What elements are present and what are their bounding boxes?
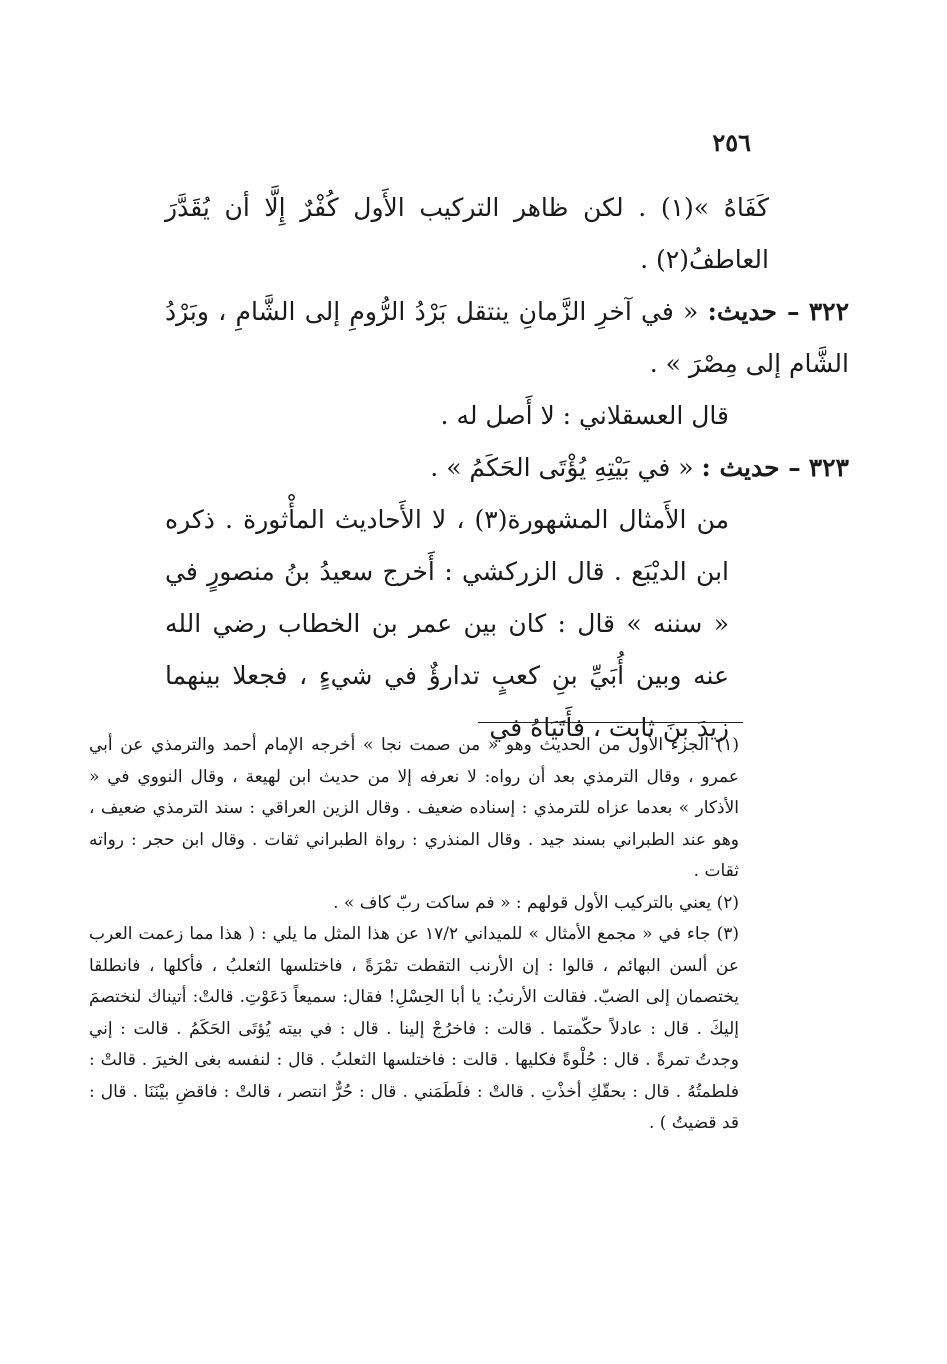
entry-comment: قال العسقلاني : لا أَصل له .: [440, 401, 729, 430]
page-number: ٢٥٦: [712, 128, 751, 157]
footnote-divider: [478, 722, 743, 723]
entry-label: – حديث :: [701, 453, 801, 482]
entry-label: – حديث:: [707, 297, 800, 326]
entry-323: [165, 442, 849, 494]
entry-comment: من الأَمثال المشهورة(٣) ، لا الأَحاديث المأْثورة . ذكره ابن الديْبَع . قال الزركشي : أَخرج سعيدُ بنُ منصورٍ في « سننه » قال : كان بين عمر بن الخطاب رضي الله عنه وبين أُبَيِّ بنِ كعبٍ تدارؤٌ في شيءٍ ، فجعلا بينهما زيدَ بنَ ثابت ، فأَتَيَاهُ في: [165, 505, 729, 742]
entry-number: ٣٢٢: [808, 297, 850, 326]
hadith-text: « في آخرِ الزَّمانِ ينتقل بَرْدُ الرُّومِ إلى الشَّامِ ، وبَرْدُ الشَّام إلى مِصْرَ » .: [165, 297, 849, 378]
footnotes: [89, 730, 769, 1140]
entry-322: [165, 286, 849, 390]
footnote-2: (٢) يعني بالتركيب الأول قولهم : « فم ساكت ربّ كاف » .: [333, 892, 739, 913]
continuation-paragraph: كَفَاهُ »(١) . لكن ظاهر التركيب الأَول كُفْرٌ إِلَّا أن يُقَدَّرَ العاطفُ(٢) .: [165, 193, 770, 274]
main-text: [165, 182, 850, 754]
footnote-1: (١) الجزء الأول من الحديث وهو « من صمت نجا » أخرجه الإمام أحمد والترمذي عن أبي عمرو ، وقال الترمذي بعد أن رواه: لا نعرفه إلا من حديث ابن لهيعة ، وقال النووي في « الأذكار » بعدما عزاه للترمذي : إسناده ضعيف . وقال الزين العراقي : سند الترمذي ضعيف ، وهو عند الطبراني بسند جيد . وقال المنذري : رواة الطبراني ثقات . وقال ابن حجر : رواته ثقات .: [89, 735, 739, 881]
entry-number: ٣٢٣: [808, 453, 849, 482]
footnote-3: (٣) جاء في « مجمع الأمثال » للميداني ١٧/٢ عن هذا المثل ما يلي : ( هذا مما زعمت العرب عن ألسن البهائم ، قالوا : إن الأرنب التقطت تمْرَةً ، فاختلسها الثعلبُ ، فأكلها ، فانطلقا يختصمان إلى الضبّ. فقالت الأرنبُ: يا أبا الحِسْلِ! فقال: سميعاً دَعَوْتِ. قالتْ: أتيناك لنختصمَ إليكَ . قال : عادلاً حكّمتما . قالت : فاخرُجْ إلينا . قال : في بيته يُؤتَى الحَكَمُ . قالت : إني وجدتُ تمرةً . قال : حُلْوةً فكليها . قالت : فاختلسها الثعلبُ . قال : لنفسه بغى الخيرَ . قالتْ : فلطمتُهُ . قال : بحقّكِ أخذْتِ . قالتْ : فلَطَمَني . قال : حُرٌّ انتصر ، قالتْ : فاقضِ بيْنَنَا . قال : قد قضيتُ ) .: [89, 924, 739, 1133]
hadith-text: « في بَيْتِهِ يُؤْتَى الحَكَمُ » .: [430, 453, 694, 482]
